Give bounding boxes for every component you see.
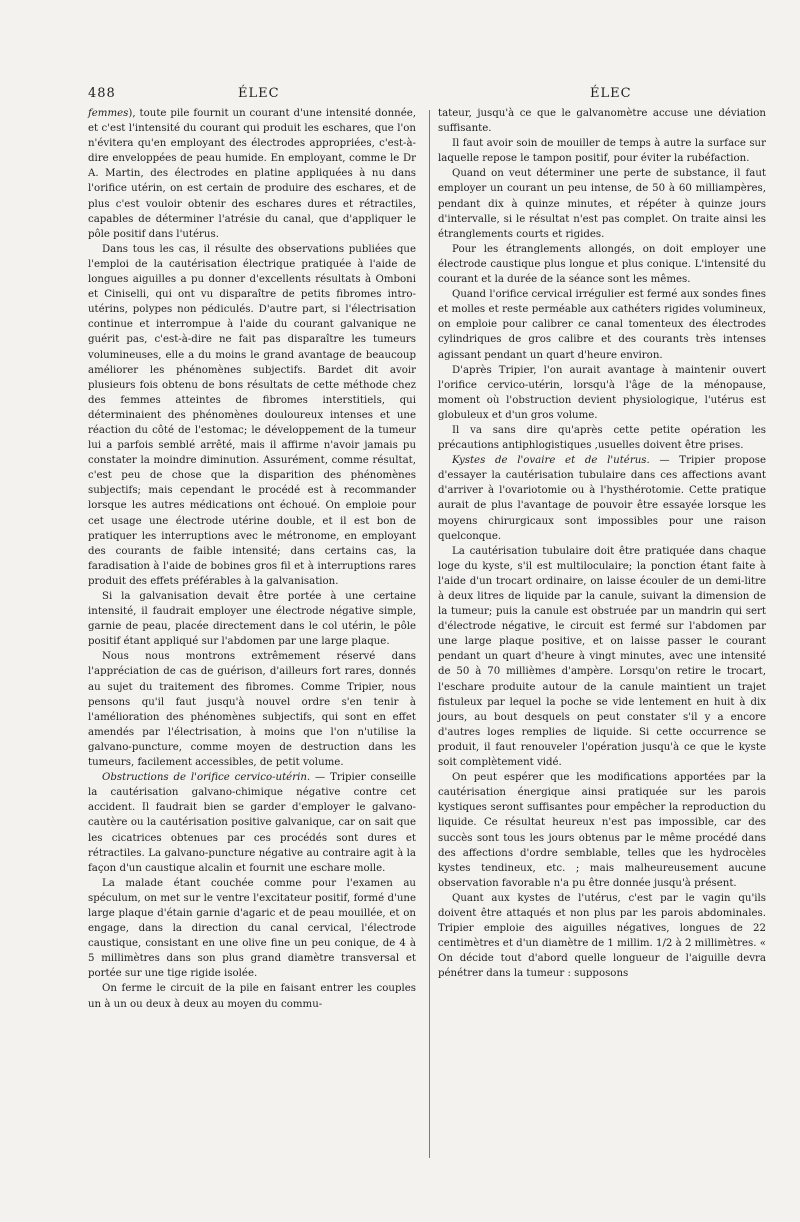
- paragraph-text: Quant aux kystes de l'utérus, c'est par le vagin qu'ils doivent être attaqués et non plus par les parois abdominales. Tripier emploie des aiguilles négatives, longues de 22 centimètres et d'un diamètre de 1 millim. 1/2 à 2 millimètres. « On décide tout d'abord quelle longueur de l'aiguille devra pénétrer dans la tumeur : supposons: [438, 892, 766, 980]
- paragraph-text: ), toute pile fournit un courant d'une intensité donnée, et c'est l'intensité du courant qui produit les eschares, que l'on n'évitera qu'en employant des électrodes appropriées, c'est-à-dire enveloppées de peau humide. En employant, comme le Dr A. Martin, des électrodes en platine appliquées à nu dans l'orifice utérin, on est certain de produire des eschares, et de plus c'est vouloir obtenir des eschares dures et rétractiles, capables de déterminer l'atrésie du canal, que d'appliquer le pôle positif dans l'utérus.: [88, 108, 416, 240]
- paragraph-text: Il faut avoir soin de mouiller de temps à autre la surface sur laquelle repose le tampon positif, pour éviter la rubéfaction.: [438, 138, 766, 165]
- paragraph: [88, 242, 416, 589]
- paragraph: [88, 106, 416, 242]
- paragraph: [438, 423, 766, 453]
- paragraph-text: Il va sans dire qu'après cette petite opération les précautions antiphlogistiques ,usuelles doivent être prises.: [438, 424, 766, 452]
- page-number: 488: [88, 86, 116, 101]
- paragraph-text: On peut espérer que les modifications apportées par la cautérisation énergique ainsi pratiquée sur les parois kystiques seront suffisantes pour empêcher la reproduction du liquide. Ce résultat heureux n'est pas impossible, car des succès sont tous les jours obtenus par le même procédé dans des affections d'ordre semblable, telles que les hydrocèles kystes tendineux, etc. ; mais malheureusement aucune observation favorable n'a pu être donnée jusqu'à présent.: [438, 772, 766, 889]
- running-head-left: ÉLEC: [238, 86, 280, 101]
- paragraph: [438, 287, 766, 362]
- section-heading: Kystes de l'ovaire et de l'utérus.: [452, 455, 650, 467]
- paragraph: [438, 106, 766, 136]
- section-heading: Obstructions de l'orifice cervico-utérin.: [102, 772, 311, 784]
- paragraph: [438, 136, 766, 166]
- paragraph-text: Nous nous montrons extrêmement réservé dans l'appréciation de cas de guérison, d'ailleurs fort rares, donnés au sujet du traitement des fibromes. Comme Tripier, nous pensons qu'il faut jusqu'à nouvel ordre s'en tenir à l'amélioration des phénomènes subjectifs, qui sont en effet amendés par l'électrisation, à moins que l'on n'utilise la galvano-puncture, comme moyen de destruction dans les tumeurs, facilement accessibles, de petit volume.: [88, 651, 416, 769]
- paragraph: [438, 770, 766, 891]
- paragraph: [88, 649, 416, 770]
- paragraph: [438, 453, 766, 544]
- paragraph-text: Si la galvanisation devait être portée à une certaine intensité, il faudrait employer une électrode négative simple, garnie de peau, placée directement dans le col utérin, le pôle positif étant appliqué sur l'abdomen par une large plaque.: [88, 591, 416, 648]
- right-column: [438, 106, 766, 981]
- paragraph-text: Quand on veut déterminer une perte de substance, il faut employer un courant un peu intense, de 50 à 60 milliampères, pendant dix à quinze minutes, et répéter à quinze jours d'intervalle, si le résultat n'est pas complet. On traite ainsi les étranglements courts et rigides.: [438, 168, 766, 240]
- page-header: [88, 86, 768, 106]
- paragraph-text: On ferme le circuit de la pile en faisant entrer les couples un à un ou deux à deux au moyen du commu-: [88, 983, 416, 1010]
- paragraph: [88, 981, 416, 1011]
- paragraph: [438, 166, 766, 241]
- column-divider: [429, 110, 430, 1158]
- paragraph-text: Dans tous les cas, il résulte des observations publiées que l'emploi de la cautérisation électrique pratiquée à l'aide de longues aiguilles a pu donner d'excellents résultats à Omboni et Ciniselli, qui ont vu disparaître de petits fibromes intro-utérins, polypes non pédiculés. D'autre part, si l'électrisation continue et interrompue à l'aide du courant galvanique ne guérit pas, c'est-à-dire ne fait pas disparaître les tumeurs volumineuses, elle a du moins le grand avantage de beaucoup améliorer les phénomènes subjectifs. Bardet dit avoir plusieurs fois obtenu de bons résultats de cette méthode chez des femmes atteintes de fibromes interstitiels, qui déterminaient des phénomènes douloureux intenses et une réaction du côté de l'estomac; le développement de la tumeur lui a parfois semblé arrêté, mais il affirme n'avoir jamais pu constater la moindre diminution. Assurément, comme résultat, c'est peu de chose que la disparition des phénomènes subjectifs; mais cependant le procédé est à recommander lorsque les autres médications ont échoué. On emploie pour cet usage une électrode utérine double, et il est bon de pratiquer les interruptions avec le métronome, en employant des courants de faible intensité; dans certains cas, la faradisation à l'aide de bobines gros fil et à interruptions rares produit des effets préférables à la galvanisation.: [88, 243, 416, 587]
- paragraph-text: Quand l'orifice cervical irrégulier est fermé aux sondes fines et molles et reste perméable aux cathéters rigides volumineux, on emploie pour calibrer ce canal tomenteux des électrodes cylindriques de gros calibre et des courants très intenses agissant pendant un quart d'heure environ.: [438, 289, 766, 361]
- paragraph: [88, 876, 416, 982]
- paragraph: [88, 589, 416, 649]
- running-head-right: ÉLEC: [590, 86, 632, 101]
- paragraph-text: La cautérisation tubulaire doit être pratiquée dans chaque loge du kyste, s'il est multiloculaire; la ponction étant faite à l'aide d'un trocart ordinaire, on laisse écouler de un demi-litre à deux litres de liquide par la canule, suivant la dimension de la tumeur; puis la canule est obstruée par un mandrin qui sert d'électrode négative, le circuit est fermé sur l'abdomen par une large plaque positive, et on laisse passer le courant pendant un quart d'heure à vingt minutes, avec une intensité de 50 à 70 millièmes d'ampère. Lorsqu'on retire le trocart, l'eschare produite autour de la canule maintient un trajet fistuleux par lequel la poche se vide lentement en huit à dix jours, au bout desquels on peut constater s'il y a encore d'autres loges remplies de liquide. Si cette occurrence se produit, il faut renouveler l'opération jusqu'à ce que le kyste soit complètement vidé.: [438, 545, 766, 769]
- paragraph-text: La malade étant couchée comme pour l'examen au spéculum, on met sur le ventre l'excitateur positif, formé d'une large plaque d'étain garnie d'agaric et de peau mouillée, et on engage, dans la direction du canal cervical, l'électrode caustique, consistant en une olive fine un peu conique, de 4 à 5 millimètres dans son plus grand diamètre transversal et portée sur une tige rigide isolée.: [88, 877, 416, 980]
- paragraph: [438, 544, 766, 770]
- paragraph-text: D'après Tripier, l'on aurait avantage à maintenir ouvert l'orifice cervico-utérin, lorsqu'à l'âge de la ménopause, moment où l'obstruction devient physiologique, l'utérus est globuleux et d'un gros volume.: [438, 364, 766, 421]
- paragraph: [438, 242, 766, 287]
- paragraph: [88, 770, 416, 876]
- paragraph: [438, 891, 766, 982]
- paragraph-text: — Tripier propose d'essayer la cautérisation tubulaire dans ces affections avant d'arriver à l'ovariotomie ou à l'hysthérotomie. Cette pratique aurait de plus l'avantage de pouvoir être essayée lorsque les moyens chirurgicaux sont impossibles pour une raison quelconque.: [438, 455, 766, 542]
- paragraph: [438, 363, 766, 423]
- paragraph-text: Pour les étranglements allongés, on doit employer une électrode caustique plus longue et plus conique. L'intensité du courant et la durée de la séance sont les mêmes.: [438, 243, 766, 286]
- paragraph-text: — Tripier conseille la cautérisation galvano-chimique négative contre cet accident. Il faudrait bien se garder d'employer le galvano-cautère ou la cautérisation positive galvanique, car on sait que les cicatrices obtenues par ces procédés sont dures et rétractiles. La galvano-puncture négative au contraire agit à la façon d'un caustique alcalin et fournit une eschare molle.: [88, 772, 417, 874]
- left-column: [88, 106, 416, 1012]
- paragraph-text: tateur, jusqu'à ce que le galvanomètre accuse une déviation suffisante.: [438, 108, 766, 135]
- paragraph-lead: femmes: [88, 108, 129, 119]
